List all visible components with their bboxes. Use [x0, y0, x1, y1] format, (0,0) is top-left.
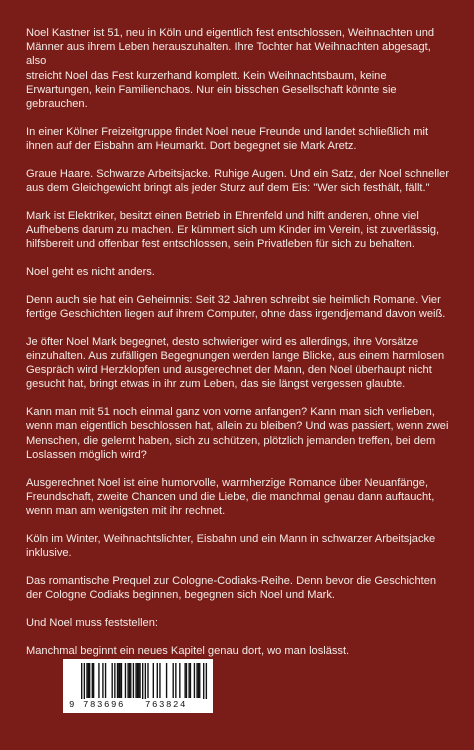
- barcode-bar: [89, 663, 90, 698]
- barcode-bar: [81, 663, 82, 699]
- barcode-bar: [138, 663, 139, 698]
- barcode-bar: [133, 663, 134, 698]
- blurb-paragraph: Noel Kastner ist 51, neu in Köln und eigentlich fest entschlossen, Weihnachten und Männer aus ihrem Leben herauszuhalten. Ihre Tochter hat Weihnachten abgesagt, also streicht Noel das Fest kurzerhand komplett. Kein Weihnachtsbaum, keine Erwartungen, kein Familienchaos. Nur ein bisschen Gesellschaft könnte sie gebrauchen.: [26, 27, 435, 111]
- barcode-bar: [186, 663, 187, 698]
- barcode-bar: [203, 663, 204, 699]
- barcode-bar: [86, 663, 87, 698]
- blurb-paragraph: Das romantische Prequel zur Cologne-Codiaks-Reihe. Denn bevor die Geschichten der Cologne Codiaks beginnen, begegnen sich Noel und Mark.: [26, 574, 437, 602]
- barcode-bar: [92, 663, 93, 698]
- barcode-bar: [114, 663, 115, 698]
- barcode-bar: [206, 663, 207, 699]
- barcode-bar: [105, 663, 106, 698]
- barcode-bar: [127, 663, 128, 698]
- barcode-bar: [179, 663, 180, 698]
- barcode-bar: [188, 663, 189, 698]
- blurb-paragraph: Mark ist Elektriker, besitzt einen Betrieb in Ehrenfeld und hilft anderen, ohne viel Aufhebens darum zu machen. Er kümmert sich um Kinder im Verein, ist zuverlässig, hilfsbereit und offenbar fest entschlossen, sein Privatleben für sich zu behalten.: [26, 209, 440, 251]
- blurb-paragraph: Und Noel muss feststellen:: [26, 616, 158, 629]
- isbn-digits-left: 783696: [83, 700, 126, 710]
- isbn-digit-prefix: 9: [69, 700, 75, 710]
- barcode-bar: [145, 663, 146, 699]
- barcode-bar: [93, 663, 94, 698]
- barcode-bar: [199, 663, 200, 698]
- barcode-bar: [117, 663, 118, 698]
- barcode-bar: [88, 663, 89, 698]
- isbn-barcode: [63, 659, 213, 713]
- barcode-bar: [153, 663, 154, 698]
- blurb-paragraph: Noel geht es nicht anders.: [26, 266, 155, 279]
- barcode-bar: [119, 663, 120, 698]
- barcode-bar: [139, 663, 140, 698]
- blurb-paragraph: Je öfter Noel Mark begegnet, desto schwieriger wird es allerdings, ihre Vorsätze einzuhalten. Aus zufälligen Begegnungen werden lange Blicke, aus einem harmlosen Gespräch wird Herzklopfen und ausgerechnet der Mann, den Noel überhaupt nicht gesucht hat, bringt etwas in ihr zum Leben, das sie längst vergessen glaubte.: [26, 335, 445, 391]
- barcode-bar: [135, 663, 136, 698]
- barcode-bar: [121, 663, 122, 698]
- blurb-paragraph: In einer Kölner Freizeitgruppe findet Noel neue Freunde und landet schließlich mit ihnen auf der Eisbahn am Heumarkt. Dort begegnet sie Mark Aretz.: [26, 125, 429, 153]
- barcode-bar: [102, 663, 103, 698]
- barcode-bar: [129, 663, 130, 698]
- barcode-bar: [130, 663, 131, 698]
- barcode-bar: [137, 663, 138, 698]
- blurb-text: [26, 26, 450, 671]
- isbn-number: [63, 699, 213, 711]
- barcode-bar: [175, 663, 176, 698]
- blurb-paragraph: Graue Haare. Schwarze Arbeitsjacke. Ruhige Augen. Und ein Satz, der Noel schneller aus dem Gleichgewicht bringt als jeder Sturz auf dem Eis: "Wer sich festhält, fällt.": [26, 167, 450, 195]
- barcode-bar: [157, 663, 158, 698]
- barcode-bar: [198, 663, 199, 698]
- blurb-paragraph: Denn auch sie hat ein Geheimnis: Seit 32 Jahren schreibt sie heimlich Romane. Vier fertige Geschichten liegen auf ihrem Computer, ohne dass irgendjemand davon weiß.: [26, 293, 446, 321]
- barcode-bar: [98, 663, 99, 698]
- barcode-bars: [67, 663, 209, 699]
- blurb-paragraph: Ausgerechnet Noel ist eine humorvolle, warmherzige Romance über Neuanfänge, Freundschaft, zweite Chancen und die Liebe, die manchmal genau dann auftaucht, wenn man am wenigsten mit ihr rechnet.: [26, 476, 435, 518]
- barcode-bar: [125, 663, 126, 698]
- barcode-bar: [173, 663, 174, 698]
- barcode-bar: [112, 663, 113, 698]
- barcode-bar: [159, 663, 160, 698]
- barcode-bar: [142, 663, 143, 699]
- isbn-digits-right: 763824: [145, 700, 188, 710]
- barcode-bar: [84, 663, 85, 699]
- blurb-paragraph: Kann man mit 51 noch einmal ganz von vorne anfangen? Kann man sich verlieben, wenn man eigentlich beschlossen hat, allein zu bleiben? Und was passiert, wenn zwei Menschen, die gelernt haben, sich zu schützen, plötzlich jemanden treffen, bei dem Loslassen möglich wird?: [26, 406, 449, 461]
- blurb-paragraph: Köln im Winter, Weihnachtslichter, Eisbahn und ein Mann in schwarzer Arbeitsjacke inklusive.: [26, 532, 436, 560]
- blurb-paragraph: Manchmal beginnt ein neues Kapitel genau dort, wo man loslässt.: [26, 644, 350, 657]
- barcode-bar: [190, 663, 191, 698]
- barcode-bar: [194, 663, 195, 698]
- barcode-bar: [184, 663, 185, 698]
- barcode-bar: [147, 663, 148, 698]
- barcode-bar: [166, 663, 167, 698]
- barcode-bar: [118, 663, 119, 698]
- barcode-bar: [196, 663, 197, 698]
